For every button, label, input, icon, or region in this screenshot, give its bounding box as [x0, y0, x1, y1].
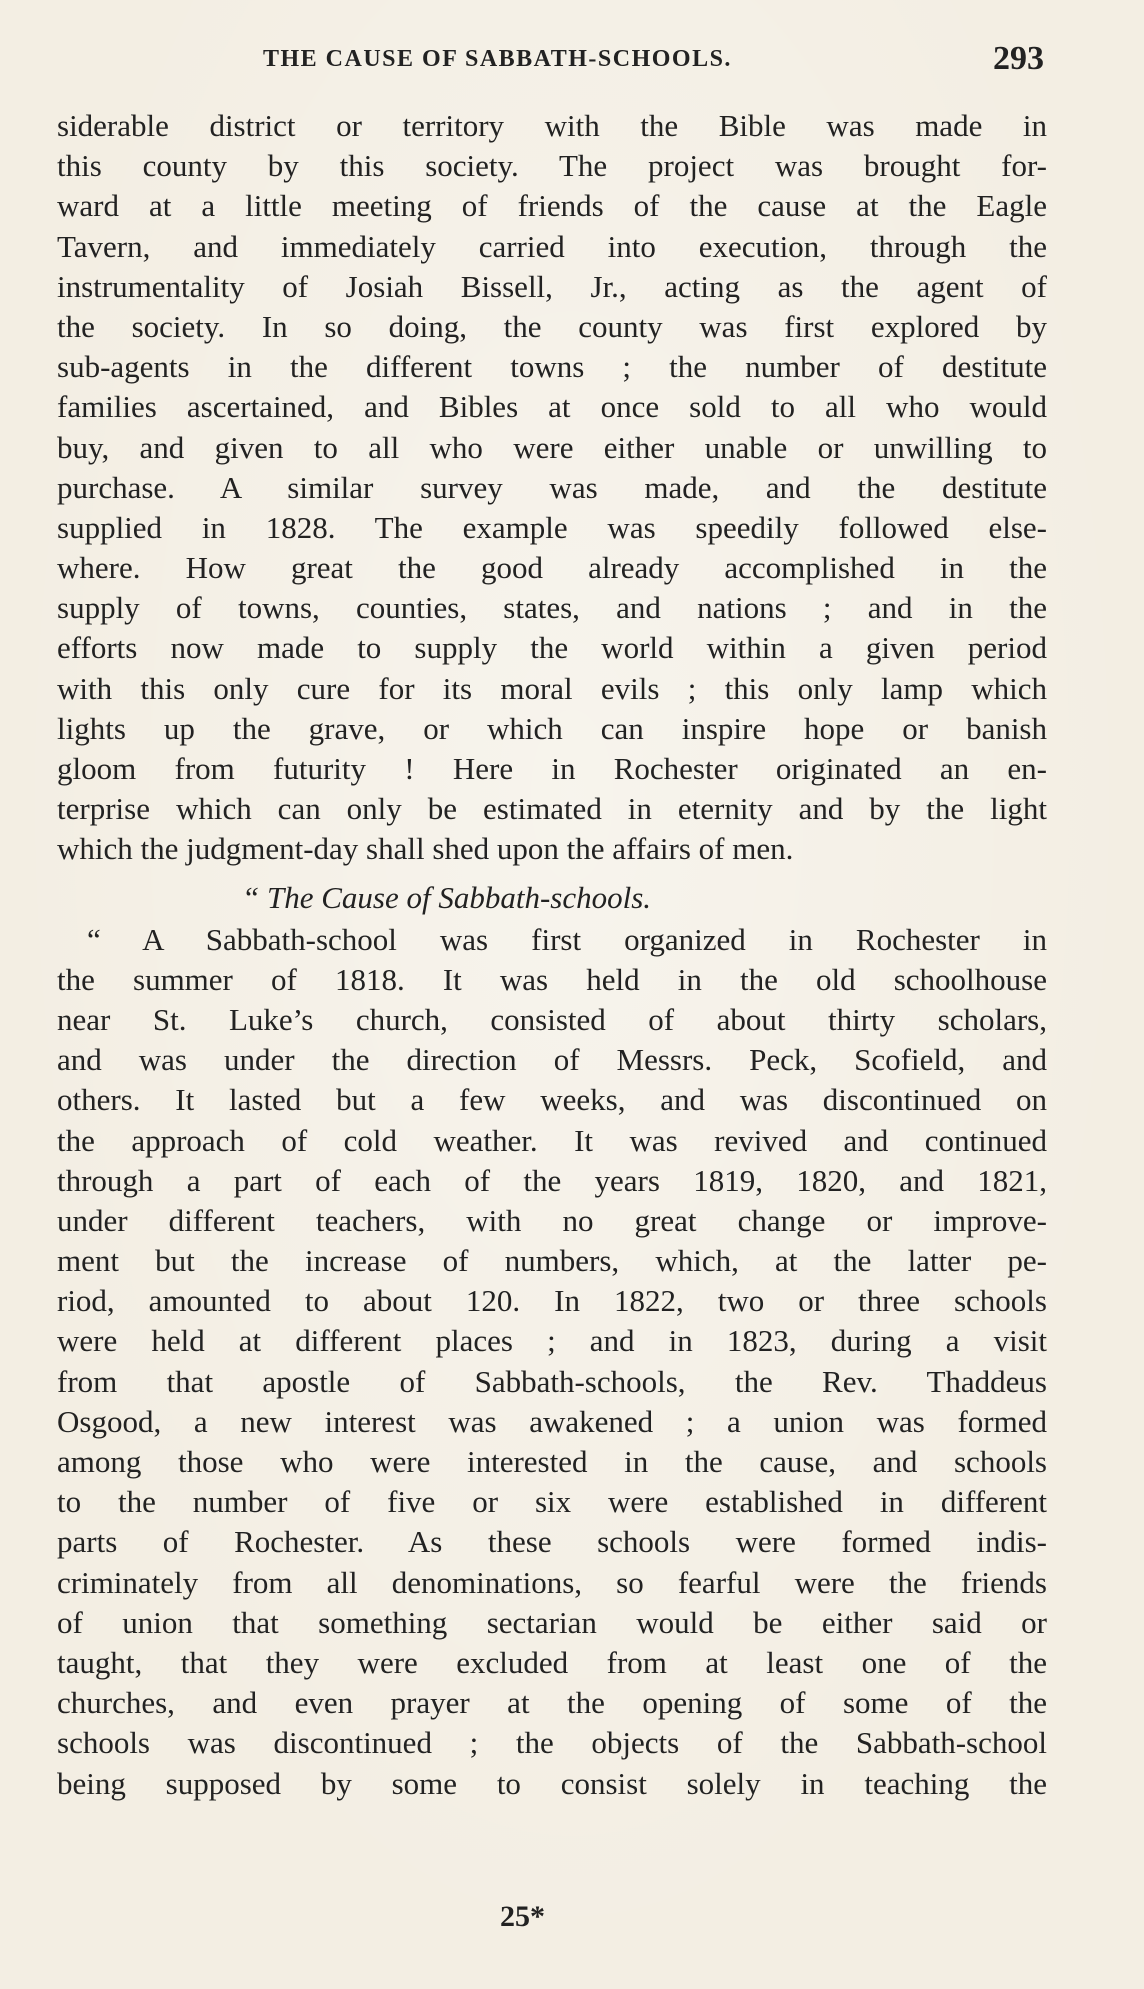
text-line: through a part of each of the years 1819, 1820, and 1821, [57, 1162, 1047, 1198]
text-line: terprise which can only be estimated in eternity and by the light [57, 791, 1047, 827]
text-line: to the number of five or six were established in different [57, 1484, 1047, 1520]
paragraph-1 [57, 106, 1047, 870]
signature-mark: 25* [500, 1900, 545, 1933]
text-line: and was under the direction of Messrs. Peck, Scofield, and [57, 1042, 1047, 1078]
text-line: lights up the grave, or which can inspire hope or banish [57, 710, 1047, 746]
text-line: churches, and even prayer at the opening of some of the [57, 1685, 1047, 1721]
text-line: ward at a little meeting of friends of the cause at the Eagle [57, 188, 1047, 224]
text-line: taught, that they were excluded from at least one of the [57, 1644, 1047, 1680]
text-line: the society. In so doing, the county was first explored by [57, 308, 1047, 344]
text-line: the summer of 1818. It was held in the old schoolhouse [57, 961, 1047, 997]
text-line: riod, amounted to about 120. In 1822, two or three schools [57, 1283, 1047, 1319]
body-text [57, 106, 1047, 1804]
text-line: of union that something sectarian would be either said or [57, 1604, 1047, 1640]
text-line: buy, and given to all who were either unable or unwilling to [57, 429, 1047, 465]
text-line: which the judgment-day shall shed upon the affairs of men. [57, 831, 794, 867]
text-line: families ascertained, and Bibles at once sold to all who would [57, 389, 1047, 425]
text-line: parts of Rochester. As these schools were formed indis- [57, 1524, 1047, 1560]
text-line: ment but the increase of numbers, which, at the latter pe- [57, 1243, 1047, 1279]
text-line: “ A Sabbath-school was first organized in Rochester in [87, 921, 1047, 957]
text-line: criminately from all denominations, so fearful were the friends [57, 1564, 1047, 1600]
text-line: from that apostle of Sabbath-schools, the Rev. Thaddeus [57, 1363, 1047, 1399]
text-line: Osgood, a new interest was awakened ; a union was formed [57, 1403, 1047, 1439]
section-heading: “ The Cause of Sabbath-schools. [242, 879, 652, 915]
page-header [58, 40, 1044, 84]
text-line: near St. Luke’s church, consisted of about thirty scholars, [57, 1001, 1047, 1037]
running-head: THE CAUSE OF SABBATH-SCHOOLS. [263, 46, 732, 72]
text-line: this county by this society. The project was brought for- [57, 148, 1047, 184]
text-line: the approach of cold weather. It was revived and continued [57, 1122, 1047, 1158]
text-line: gloom from futurity ! Here in Rochester originated an en- [57, 751, 1047, 786]
text-line: schools was discontinued ; the objects of the Sabbath-school [57, 1725, 1047, 1761]
text-line: siderable district or territory with the Bible was made in [57, 108, 1047, 143]
text-line: with this only cure for its moral evils ; this only lamp which [57, 670, 1047, 706]
text-line: Tavern, and immediately carried into execution, through the [57, 228, 1047, 264]
text-line: purchase. A similar survey was made, and the destitute [57, 469, 1047, 505]
page-number: 293 [993, 40, 1044, 77]
text-line: under different teachers, with no great change or improve- [57, 1202, 1047, 1238]
text-line: being supposed by some to consist solely in teaching the [57, 1765, 1047, 1801]
text-line: among those who were interested in the cause, and schools [57, 1444, 1047, 1479]
text-line: sub-agents in the different towns ; the number of destitute [57, 349, 1047, 385]
text-line: where. How great the good already accomplished in the [57, 550, 1047, 586]
paragraph-2 [57, 920, 1047, 1804]
text-line: supplied in 1828. The example was speedily followed else- [57, 509, 1047, 545]
text-line: supply of towns, counties, states, and nations ; and in the [57, 590, 1047, 626]
text-line: others. It lasted but a few weeks, and was discontinued on [57, 1082, 1047, 1118]
text-line: efforts now made to supply the world within a given period [57, 630, 1047, 666]
text-line: were held at different places ; and in 1823, during a visit [57, 1323, 1047, 1359]
text-line: instrumentality of Josiah Bissell, Jr., acting as the agent of [57, 268, 1047, 304]
